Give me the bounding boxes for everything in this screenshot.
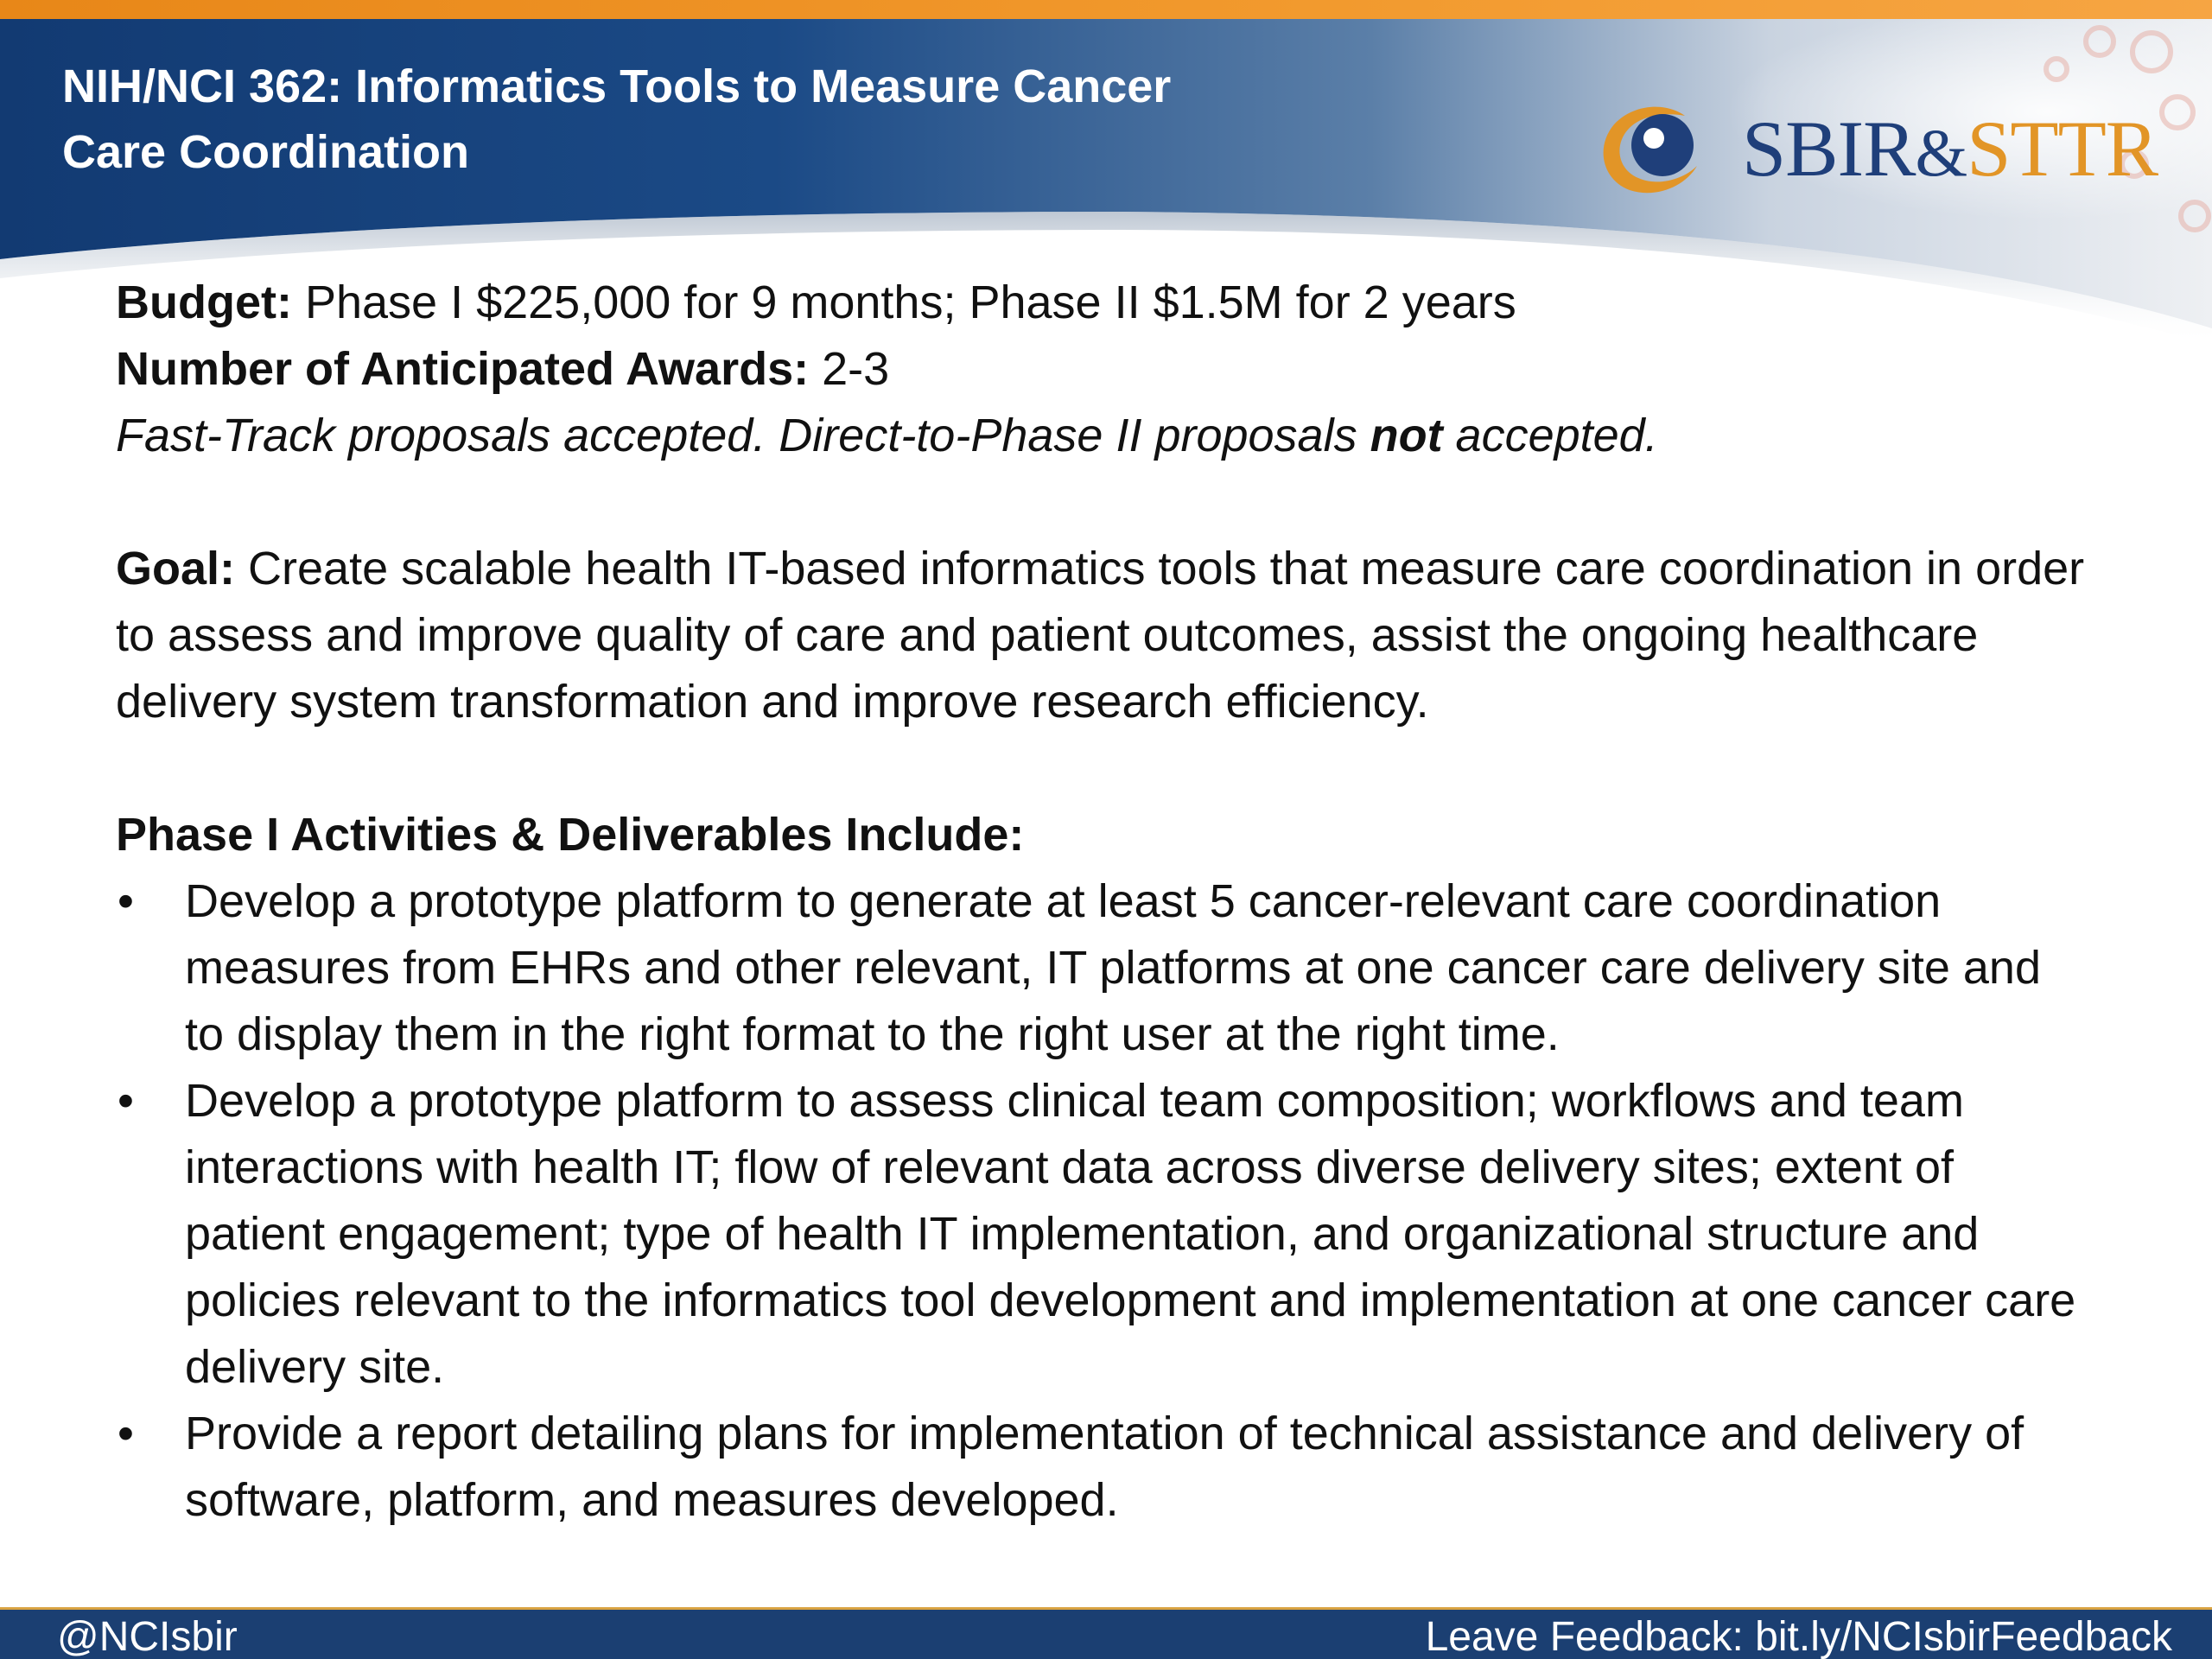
- list-item-text: Develop a prototype platform to generate at least 5 cancer-relevant care coordination measures from EHRs and other relevant, IT platforms at one cancer care delivery site and to display them in the right format to the right user at the right time.: [185, 875, 2041, 1060]
- slide-title-line2: Care Coordination: [62, 126, 470, 178]
- awards-value: 2-3: [809, 343, 890, 395]
- list-item: [116, 868, 2086, 1068]
- footer-bar: [0, 1607, 2212, 1659]
- logo-sttr-text: STTR: [1967, 105, 2158, 193]
- budget-value: Phase I $225,000 for 9 months; Phase II $1.5M for 2 years: [291, 276, 1516, 328]
- goal-text: Create scalable health IT-based informatics tools that measure care coordination in order to assess and improve quality of care and patient outcomes, assist the ongoing healthcare delivery system transformation and improve research efficiency.: [116, 543, 2085, 728]
- slide-title-line1: NIH/NCI 362: Informatics Tools to Measure Cancer: [62, 60, 1172, 112]
- awards-line: [116, 336, 2086, 403]
- budget-line: [116, 270, 2086, 336]
- sbir-sttr-logo-icon: [1588, 97, 1718, 200]
- logo-ampersand: &: [1915, 115, 1967, 190]
- twitter-handle[interactable]: @NCIsbir: [57, 1614, 238, 1659]
- bullet-icon: •: [118, 1408, 134, 1459]
- phase-heading: Phase I Activities & Deliverables Include:: [116, 809, 1025, 861]
- proposal-note: [116, 403, 2086, 469]
- spacer: [116, 735, 2086, 802]
- sbir-sttr-logo: [1588, 97, 2184, 200]
- deliverables-list: [116, 868, 2086, 1534]
- proposal-note-emphasis: not: [1370, 410, 1443, 461]
- goal-label: Goal:: [116, 543, 236, 594]
- slide-title: [62, 54, 1272, 185]
- list-item-text: Provide a report detailing plans for implementation of technical assistance and delivery of software, platform, and measures developed.: [185, 1408, 2024, 1526]
- goal-paragraph: [116, 536, 2086, 735]
- list-item-text: Develop a prototype platform to assess clinical team composition; workflows and team interactions with health IT; flow of relevant data across diverse delivery sites; extent of patient engagement; type of health IT implementation, and organizational structure and policies relevant to the informatics tool development and implementation at one cancer care delivery site.: [185, 1075, 2076, 1393]
- bullet-icon: •: [118, 875, 134, 927]
- bullet-icon: •: [118, 1075, 134, 1127]
- feedback-link[interactable]: Leave Feedback: bit.ly/NCIsbirFeedback: [1425, 1614, 2172, 1659]
- sbir-sttr-wordmark: [1742, 104, 2158, 198]
- slide-body: [116, 270, 2086, 1534]
- budget-label: Budget:: [116, 276, 292, 328]
- proposal-note-part1: Fast-Track proposals accepted. Direct-to-Phase II proposals: [116, 410, 1370, 461]
- proposal-note-part2: accepted.: [1442, 410, 1658, 461]
- logo-sbir-text: SBIR: [1742, 105, 1916, 193]
- list-item: [116, 1068, 2086, 1401]
- spacer: [116, 469, 2086, 536]
- top-accent-bar: [0, 0, 2212, 19]
- list-item: [116, 1401, 2086, 1534]
- awards-label: Number of Anticipated Awards:: [116, 343, 810, 395]
